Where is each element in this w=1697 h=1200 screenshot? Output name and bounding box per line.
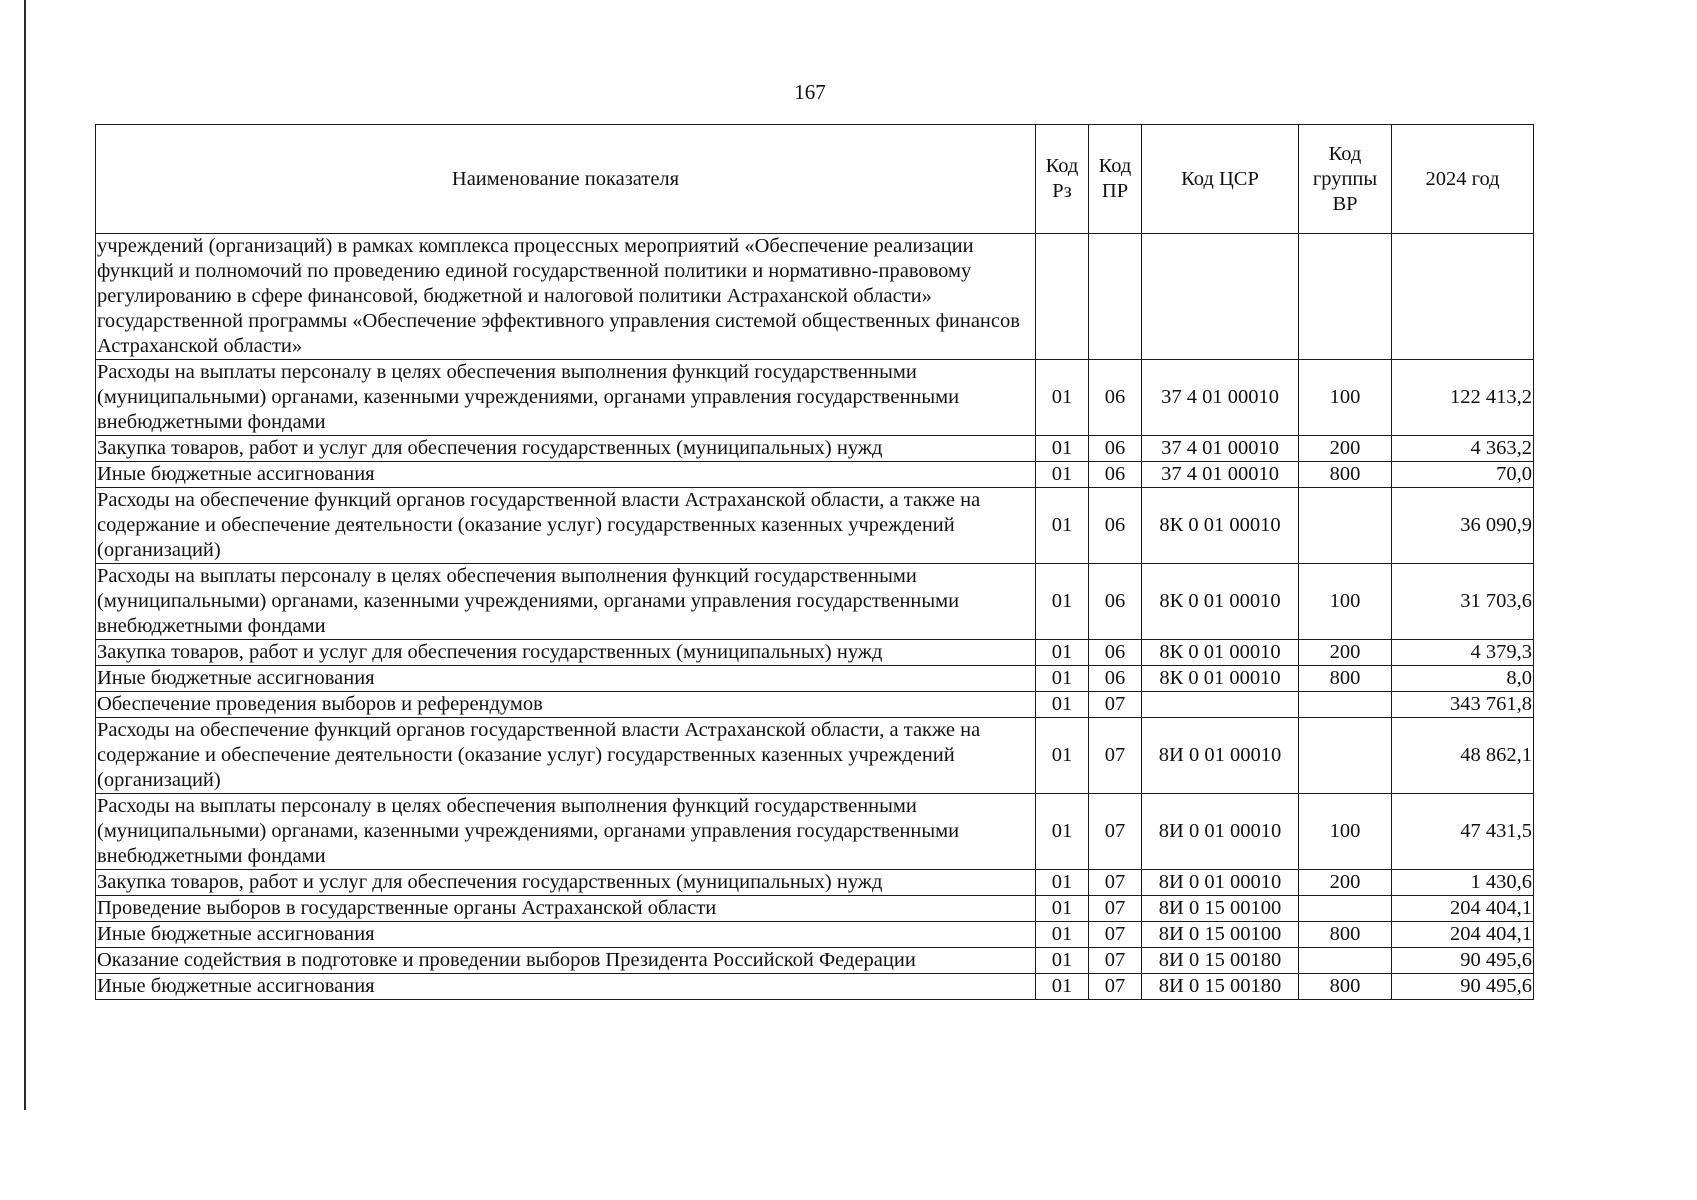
cell-vr: 800 bbox=[1299, 974, 1392, 1000]
cell-name: Расходы на обеспечение функций органов государственной власти Астраханской области, а также на содержание и обеспечение деятельности (оказание услуг) государственных казенных учреждений (организаций) bbox=[96, 718, 1036, 794]
cell-pr: 06 bbox=[1089, 462, 1142, 488]
cell-name: Оказание содействия в подготовке и проведении выборов Президента Российской Федерации bbox=[96, 948, 1036, 974]
cell-amount: 8,0 bbox=[1392, 666, 1534, 692]
cell-csr bbox=[1142, 234, 1299, 360]
cell-amount: 70,0 bbox=[1392, 462, 1534, 488]
cell-vr bbox=[1299, 692, 1392, 718]
cell-name: Расходы на обеспечение функций органов государственной власти Астраханской области, а также на содержание и обеспечение деятельности (оказание услуг) государственных казенных учреждений (организаций) bbox=[96, 488, 1036, 564]
cell-csr: 8И 0 15 00180 bbox=[1142, 974, 1299, 1000]
cell-amount bbox=[1392, 234, 1534, 360]
cell-rz: 01 bbox=[1036, 718, 1089, 794]
cell-pr: 07 bbox=[1089, 948, 1142, 974]
cell-amount: 48 862,1 bbox=[1392, 718, 1534, 794]
header-year: 2024 год bbox=[1392, 125, 1534, 234]
header-pr: Код ПР bbox=[1089, 125, 1142, 234]
cell-pr: 07 bbox=[1089, 974, 1142, 1000]
header-rz: Код Рз bbox=[1036, 125, 1089, 234]
cell-vr: 200 bbox=[1299, 436, 1392, 462]
cell-pr: 07 bbox=[1089, 870, 1142, 896]
table-row bbox=[96, 234, 1534, 360]
cell-name: Закупка товаров, работ и услуг для обеспечения государственных (муниципальных) нужд bbox=[96, 436, 1036, 462]
table-row bbox=[96, 462, 1534, 488]
cell-amount: 31 703,6 bbox=[1392, 564, 1534, 640]
cell-amount: 1 430,6 bbox=[1392, 870, 1534, 896]
cell-rz: 01 bbox=[1036, 794, 1089, 870]
cell-name: Закупка товаров, работ и услуг для обеспечения государственных (муниципальных) нужд bbox=[96, 870, 1036, 896]
table-row bbox=[96, 666, 1534, 692]
cell-amount: 343 761,8 bbox=[1392, 692, 1534, 718]
cell-vr: 800 bbox=[1299, 666, 1392, 692]
cell-vr: 200 bbox=[1299, 870, 1392, 896]
header-name: Наименование показателя bbox=[96, 125, 1036, 234]
cell-rz: 01 bbox=[1036, 948, 1089, 974]
cell-vr: 200 bbox=[1299, 640, 1392, 666]
scan-edge-line bbox=[24, 0, 26, 1110]
cell-rz bbox=[1036, 234, 1089, 360]
table-row bbox=[96, 488, 1534, 564]
cell-vr: 800 bbox=[1299, 922, 1392, 948]
cell-vr: 100 bbox=[1299, 794, 1392, 870]
cell-rz: 01 bbox=[1036, 692, 1089, 718]
cell-csr: 8К 0 01 00010 bbox=[1142, 564, 1299, 640]
cell-csr: 8И 0 15 00100 bbox=[1142, 896, 1299, 922]
cell-vr bbox=[1299, 488, 1392, 564]
table-row bbox=[96, 870, 1534, 896]
cell-amount: 90 495,6 bbox=[1392, 974, 1534, 1000]
table-row bbox=[96, 974, 1534, 1000]
cell-csr bbox=[1142, 692, 1299, 718]
cell-vr: 800 bbox=[1299, 462, 1392, 488]
cell-pr: 07 bbox=[1089, 718, 1142, 794]
cell-rz: 01 bbox=[1036, 436, 1089, 462]
table-row bbox=[96, 564, 1534, 640]
cell-csr: 8И 0 15 00100 bbox=[1142, 922, 1299, 948]
cell-rz: 01 bbox=[1036, 974, 1089, 1000]
header-vr: Код группы ВР bbox=[1299, 125, 1392, 234]
cell-csr: 8К 0 01 00010 bbox=[1142, 666, 1299, 692]
cell-pr: 06 bbox=[1089, 436, 1142, 462]
table-row bbox=[96, 692, 1534, 718]
cell-amount: 204 404,1 bbox=[1392, 896, 1534, 922]
cell-pr: 06 bbox=[1089, 564, 1142, 640]
cell-pr: 07 bbox=[1089, 692, 1142, 718]
cell-name: Проведение выборов в государственные органы Астраханской области bbox=[96, 896, 1036, 922]
cell-vr bbox=[1299, 948, 1392, 974]
cell-rz: 01 bbox=[1036, 922, 1089, 948]
table-row bbox=[96, 794, 1534, 870]
cell-amount: 4 379,3 bbox=[1392, 640, 1534, 666]
cell-pr: 07 bbox=[1089, 896, 1142, 922]
cell-amount: 4 363,2 bbox=[1392, 436, 1534, 462]
page-number: 167 bbox=[794, 80, 826, 104]
cell-rz: 01 bbox=[1036, 462, 1089, 488]
cell-vr: 100 bbox=[1299, 360, 1392, 436]
cell-name: учреждений (организаций) в рамках комплекса процессных мероприятий «Обеспечение реализации функций и полномочий по проведению единой государственной политики и нормативно-правовому регулированию в сфере финансовой, бюджетной и налоговой политики Астраханской области» государственной программы «Обеспечение эффективного управления системой общественных финансов Астраханской области» bbox=[96, 234, 1036, 360]
cell-pr: 06 bbox=[1089, 360, 1142, 436]
cell-csr: 8И 0 01 00010 bbox=[1142, 718, 1299, 794]
cell-amount: 47 431,5 bbox=[1392, 794, 1534, 870]
budget-table bbox=[95, 124, 1534, 1000]
table-row bbox=[96, 948, 1534, 974]
cell-csr: 8И 0 15 00180 bbox=[1142, 948, 1299, 974]
table-row bbox=[96, 436, 1534, 462]
cell-csr: 8И 0 01 00010 bbox=[1142, 870, 1299, 896]
cell-pr: 06 bbox=[1089, 488, 1142, 564]
cell-name: Расходы на выплаты персоналу в целях обеспечения выполнения функций государственными (муниципальными) органами, казенными учреждениями, органами управления государственными внебюджетными фондами bbox=[96, 360, 1036, 436]
cell-amount: 36 090,9 bbox=[1392, 488, 1534, 564]
table-row bbox=[96, 718, 1534, 794]
table-header-row bbox=[96, 125, 1534, 234]
cell-pr: 07 bbox=[1089, 922, 1142, 948]
cell-pr: 06 bbox=[1089, 640, 1142, 666]
cell-name: Закупка товаров, работ и услуг для обеспечения государственных (муниципальных) нужд bbox=[96, 640, 1036, 666]
cell-pr: 07 bbox=[1089, 794, 1142, 870]
cell-amount: 90 495,6 bbox=[1392, 948, 1534, 974]
cell-csr: 37 4 01 00010 bbox=[1142, 360, 1299, 436]
table-row bbox=[96, 640, 1534, 666]
cell-name: Расходы на выплаты персоналу в целях обеспечения выполнения функций государственными (муниципальными) органами, казенными учреждениями, органами управления государственными внебюджетными фондами bbox=[96, 564, 1036, 640]
cell-rz: 01 bbox=[1036, 896, 1089, 922]
cell-name: Обеспечение проведения выборов и референдумов bbox=[96, 692, 1036, 718]
cell-rz: 01 bbox=[1036, 488, 1089, 564]
table-row bbox=[96, 360, 1534, 436]
table-row bbox=[96, 922, 1534, 948]
cell-vr: 100 bbox=[1299, 564, 1392, 640]
cell-amount: 122 413,2 bbox=[1392, 360, 1534, 436]
header-csr: Код ЦСР bbox=[1142, 125, 1299, 234]
cell-name: Иные бюджетные ассигнования bbox=[96, 666, 1036, 692]
cell-csr: 37 4 01 00010 bbox=[1142, 436, 1299, 462]
cell-amount: 204 404,1 bbox=[1392, 922, 1534, 948]
cell-name: Иные бюджетные ассигнования bbox=[96, 462, 1036, 488]
cell-vr bbox=[1299, 718, 1392, 794]
cell-rz: 01 bbox=[1036, 666, 1089, 692]
cell-pr bbox=[1089, 234, 1142, 360]
cell-name: Иные бюджетные ассигнования bbox=[96, 922, 1036, 948]
cell-csr: 8И 0 01 00010 bbox=[1142, 794, 1299, 870]
cell-name: Расходы на выплаты персоналу в целях обеспечения выполнения функций государственными (муниципальными) органами, казенными учреждениями, органами управления государственными внебюджетными фондами bbox=[96, 794, 1036, 870]
cell-csr: 37 4 01 00010 bbox=[1142, 462, 1299, 488]
cell-csr: 8К 0 01 00010 bbox=[1142, 640, 1299, 666]
cell-csr: 8К 0 01 00010 bbox=[1142, 488, 1299, 564]
cell-rz: 01 bbox=[1036, 564, 1089, 640]
cell-vr bbox=[1299, 234, 1392, 360]
cell-rz: 01 bbox=[1036, 360, 1089, 436]
cell-name: Иные бюджетные ассигнования bbox=[96, 974, 1036, 1000]
cell-rz: 01 bbox=[1036, 870, 1089, 896]
cell-pr: 06 bbox=[1089, 666, 1142, 692]
cell-rz: 01 bbox=[1036, 640, 1089, 666]
table-row bbox=[96, 896, 1534, 922]
cell-vr bbox=[1299, 896, 1392, 922]
